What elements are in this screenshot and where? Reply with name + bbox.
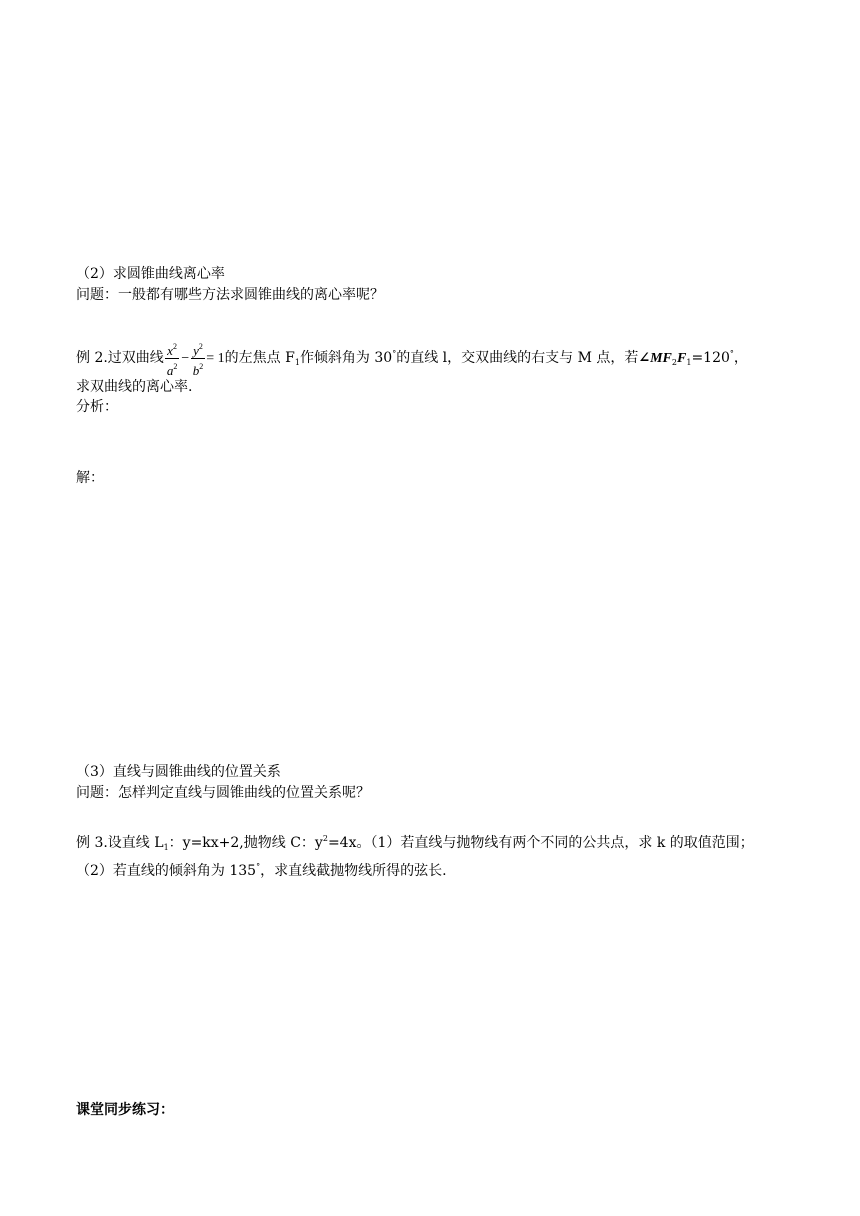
example2-line2: 求双曲线的离心率. (76, 379, 193, 395)
hyperbola-x-fraction (165, 339, 180, 378)
b-square: 2 (199, 361, 204, 371)
practice-heading: 课堂同步练习： (76, 1102, 174, 1118)
hyperbola-y-fraction (191, 339, 206, 378)
example2-text-b: 作倾斜角为 30 (299, 350, 393, 366)
example3-line2 (76, 858, 447, 880)
degree-symbol: ° (392, 349, 397, 358)
example2-text-a: 的左焦点 F (224, 350, 295, 366)
angle-sub1: 1 (686, 358, 692, 367)
analysis-label: 分析： (76, 399, 118, 415)
angle-end: ， (733, 350, 748, 366)
example2-prefix: 例 2.过双曲线 (76, 350, 164, 366)
angle-sub2: 2 (671, 358, 677, 367)
example3-line2-a: （2）若直线的倾斜角为 135 (76, 863, 257, 879)
example3-line1 (76, 830, 754, 857)
section2-heading: （2）求圆锥曲线离心率 (76, 266, 225, 282)
angle-f: F (677, 351, 687, 366)
angle-degree: ° (729, 349, 734, 358)
section2-question: 问题：一般都有哪些方法求圆锥曲线的离心率呢？ (76, 287, 384, 303)
a-var: a (166, 362, 174, 378)
example2-text-c: 的直线 l，交双曲线的右支与 M 点，若 (396, 350, 639, 366)
y-square: 2 (198, 341, 203, 351)
x-var: x (167, 342, 173, 358)
example3-part-b: ：y=kx+2,抛物线 C：y (168, 835, 323, 851)
example2-statement (76, 336, 748, 381)
b-var: b (192, 362, 200, 378)
example3-part-c: =4x。（1）若直线与抛物线有两个不同的公共点，求 k 的取值范围； (327, 835, 754, 851)
degree-135: ° (256, 862, 261, 871)
example3-part-a: 例 3.设直线 L (76, 835, 164, 851)
solution-label: 解： (76, 470, 104, 486)
section3-heading: （3）直线与圆锥曲线的位置关系 (76, 764, 281, 780)
l1-subscript: 1 (163, 843, 169, 852)
minus-sign: − (180, 351, 190, 366)
equation-rhs: = 1 (206, 351, 225, 366)
angle-value: =120 (691, 350, 730, 366)
x-square: 2 (172, 341, 177, 351)
y-squared-sup: 2 (322, 834, 328, 843)
section3-question: 问题：怎样判定直线与圆锥曲线的位置关系呢？ (76, 785, 370, 801)
angle-mf2: ∠MF (638, 351, 672, 366)
y-var: y (193, 342, 199, 358)
a-square: 2 (173, 361, 178, 371)
f1-subscript: 1 (294, 358, 300, 367)
example3-line2-b: ，求直线截抛物线所得的弦长. (260, 863, 447, 879)
